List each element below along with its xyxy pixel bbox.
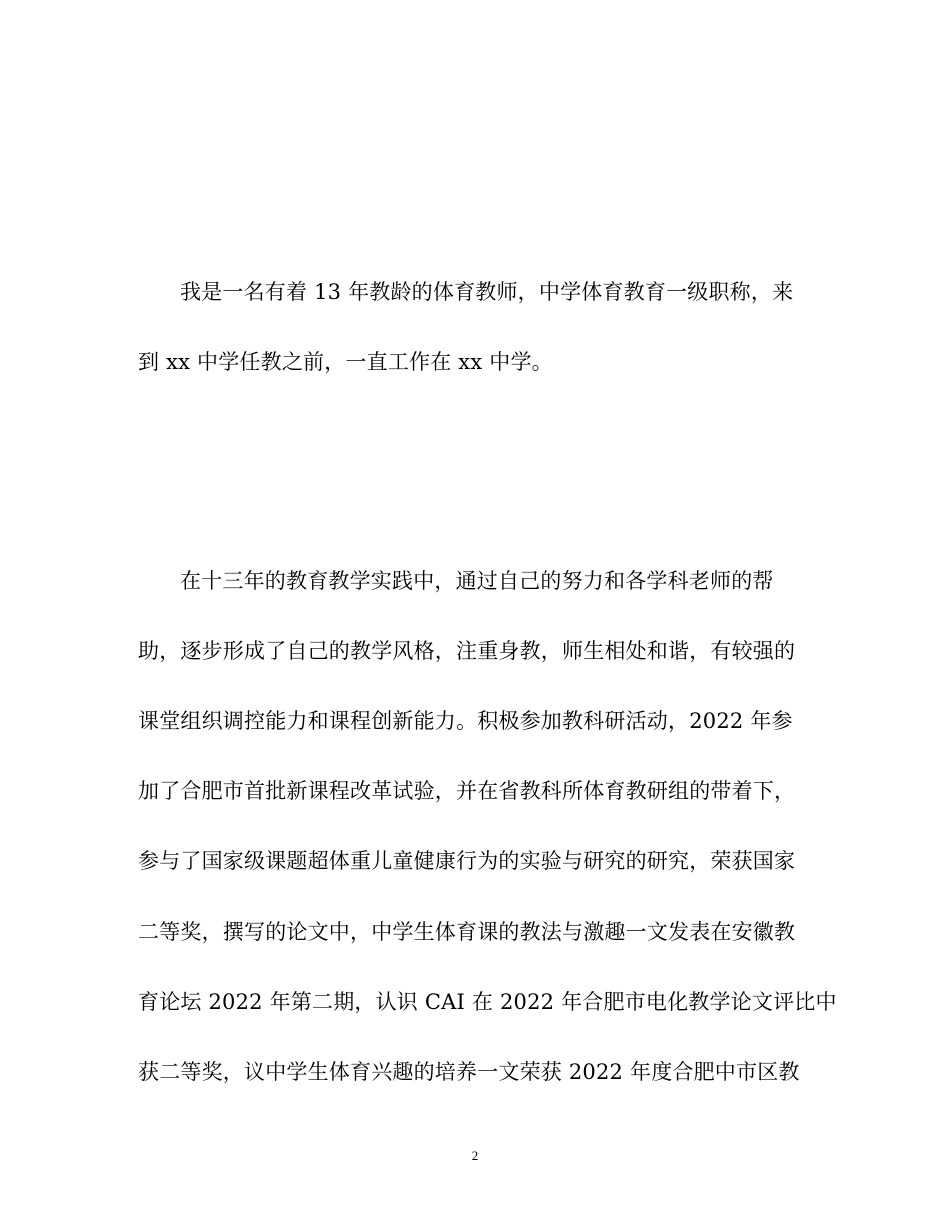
paragraph-2-line-5: 参与了国家级课题超体重儿童健康行为的实验与研究的研究，荣获国家 [138,849,796,873]
paragraph-2-line-8: 获二等奖，议中学生体育兴趣的培养一文荣获 2022 年度合肥中市区教 [138,1060,800,1084]
paragraph-1-line-2: 到 xx 中学任教之前，一直工作在 xx 中学。 [138,350,553,374]
paragraph-2-line-2: 助，逐步形成了自己的教学风格，注重身教，师生相处和谐，有较强的 [138,639,796,663]
paragraph-2-line-7: 育论坛 2022 年第二期，认识 CAI 在 2022 年合肥市电化教学论文评比中 [138,990,837,1014]
paragraph-2-line-1: 在十三年的教育教学实践中，通过自己的努力和各学科老师的帮 [180,569,774,593]
paragraph-1-line-1: 我是一名有着 13 年教龄的体育教师，中学体育教育一级职称，来 [180,280,794,304]
paragraph-2-line-4: 加了合肥市首批新课程改革试验，并在省教科所体育教研组的带着下， [138,779,796,803]
paragraph-2-line-6: 二等奖，撰写的论文中，中学生体育课的教法与激趣一文发表在安徽教 [138,920,796,944]
paragraph-2-line-3: 课堂组织调控能力和课程创新能力。积极参加教科研活动，2022 年参 [138,709,793,733]
page-number: 2 [471,1148,479,1163]
